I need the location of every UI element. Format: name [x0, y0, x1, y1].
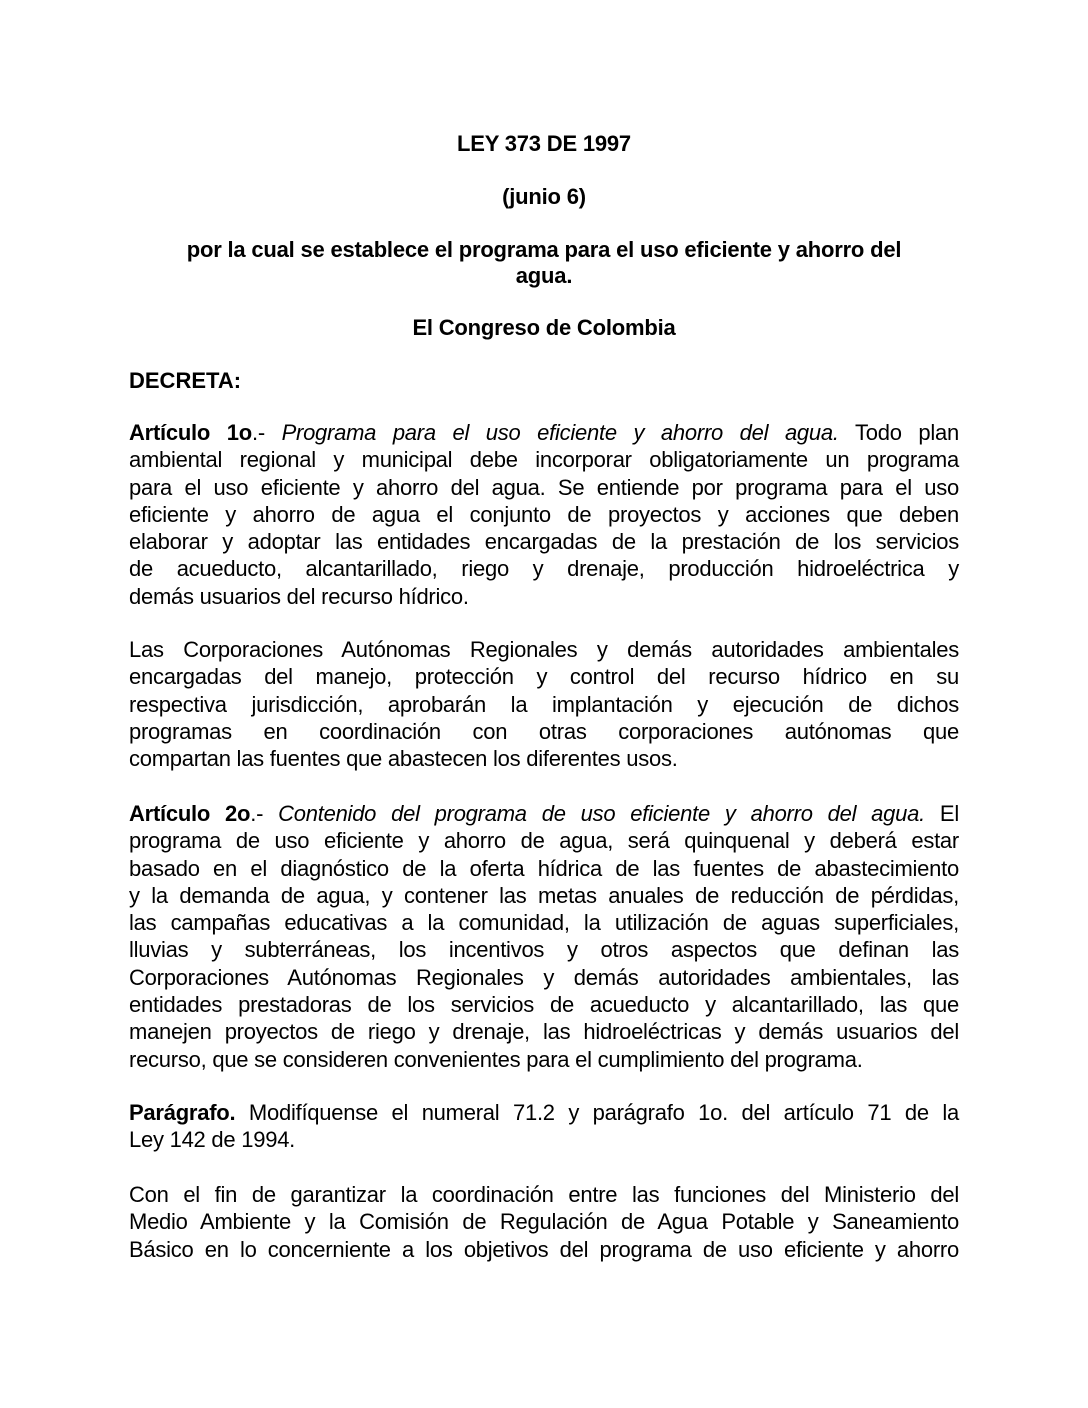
final-paragraph — [129, 1181, 959, 1263]
article-2-line — [129, 800, 959, 827]
article-2-line: recurso, que se consideren convenientes para el cumplimiento del programa. — [129, 1046, 863, 1072]
article-2-line: Corporaciones Autónomas Regionales y demás autoridades ambientales, las — [129, 964, 959, 990]
paragraph-line: Con el fin de garantizar la coordinación entre las funciones del Ministerio del — [129, 1182, 959, 1207]
paragraph-line: Medio Ambiente y la Comisión de Regulación de Agua Potable y Saneamiento — [129, 1209, 959, 1235]
article-2-line: lluvias y subterráneas, los incentivos y otros aspectos que definan las — [129, 937, 959, 963]
paragraph-line: programas en coordinación con otras corporaciones autónomas que — [129, 718, 959, 744]
article-2-line: y la demanda de agua, y contener las metas anuales de reducción de pérdidas, — [129, 882, 959, 908]
article-1-line: demás usuarios del recurso hídrico. — [129, 583, 469, 609]
law-subtitle-line-2: agua. — [515, 263, 573, 288]
article-1-line: eficiente y ahorro de agua el conjunto de proyectos y acciones que deben — [129, 501, 959, 527]
paragrafo-line — [129, 1099, 959, 1126]
paragrafo-text: Modifíquense el numeral 71.2 y parágrafo 1o. del artículo 71 de la — [248, 1100, 959, 1125]
paragrafo-line: Ley 142 de 1994. — [129, 1127, 296, 1153]
law-date: (junio 6) — [502, 184, 586, 209]
article-2-line: programa de uso eficiente y ahorro de agua, será quinquenal y deberá estar — [129, 828, 959, 854]
article-1-separator: .- — [251, 420, 282, 445]
paragrafo-label: Parágrafo. — [129, 1100, 236, 1125]
article-1 — [129, 419, 959, 610]
law-subtitle-line-1: por la cual se establece el programa para el uso eficiente y ahorro del — [186, 237, 902, 262]
article-2-line: manejen proyectos de riego y drenaje, las hidroeléctricas y demás usuarios del — [129, 1019, 959, 1045]
paragrafo — [129, 1099, 959, 1154]
paragraph-line: encargadas del manejo, protección y control del recurso hídrico en su — [129, 664, 959, 690]
article-1-line: ambiental regional y municipal debe incorporar obligatoriamente un programa — [129, 447, 959, 473]
paragraph-line: compartan las fuentes que abastecen los diferentes usos. — [129, 746, 678, 772]
article-1-line — [129, 419, 959, 446]
article-1-line: elaborar y adoptar las entidades encargadas de la prestación de los servicios — [129, 529, 959, 555]
paragraph-line: respectiva jurisdicción, aprobarán la implantación y ejecución de dichos — [129, 691, 959, 717]
decreta-heading: DECRETA: — [129, 368, 242, 393]
paragraph-line: Básico en lo concerniente a los objetivos del programa de uso eficiente y ahorro — [129, 1236, 959, 1262]
article-1-line: de acueducto, alcantarillado, riego y drenaje, producción hidroeléctrica y — [129, 556, 959, 582]
article-2-text: El — [939, 801, 959, 826]
law-issuer: El Congreso de Colombia — [412, 315, 676, 340]
article-1-text: Todo plan — [855, 420, 959, 445]
article-1-paragraph-2 — [129, 636, 959, 772]
paragraph-line: Las Corporaciones Autónomas Regionales y demás autoridades ambientales — [129, 637, 959, 662]
article-2-heading: Contenido del programa de uso eficiente y ahorro del agua. — [278, 801, 925, 826]
article-1-label: Artículo 1o — [129, 420, 252, 445]
article-1-line: para el uso eficiente y ahorro del agua. Se entiende por programa para el uso — [129, 474, 959, 500]
article-2 — [129, 800, 959, 1073]
law-title: LEY 373 DE 1997 — [457, 131, 631, 156]
article-2-separator: .- — [250, 801, 279, 826]
article-2-line: las campañas educativas a la comunidad, la utilización de aguas superficiales, — [129, 910, 959, 936]
article-2-label: Artículo 2o — [129, 801, 251, 826]
article-1-heading: Programa para el uso eficiente y ahorro del agua. — [281, 420, 839, 445]
article-2-line: basado en el diagnóstico de la oferta hídrica de las fuentes de abastecimiento — [129, 855, 959, 881]
article-2-line: entidades prestadoras de los servicios de acueducto y alcantarillado, las que — [129, 992, 959, 1018]
